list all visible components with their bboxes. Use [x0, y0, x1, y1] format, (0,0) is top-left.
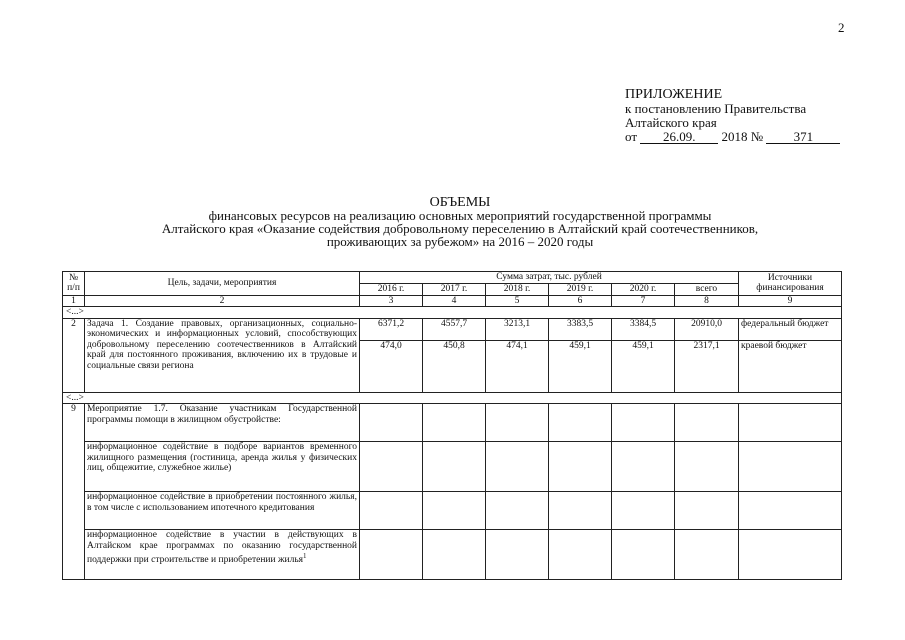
empty-cell — [549, 530, 612, 580]
financing-table — [62, 271, 842, 580]
empty-cell — [612, 530, 675, 580]
appendix-line-1: к постановлению Правительства — [625, 101, 807, 116]
column-number-row — [63, 295, 842, 307]
ellipsis-row — [63, 392, 842, 404]
header-sum: Сумма затрат, тыс. рублей — [360, 272, 739, 284]
empty-cell — [675, 404, 739, 442]
empty-cell — [423, 442, 486, 492]
value-cell: 3213,1 — [486, 318, 549, 340]
empty-cell — [612, 442, 675, 492]
appendix-line-2: Алтайского края — [625, 115, 717, 130]
empty-cell — [675, 530, 739, 580]
ellipsis-text: <...> — [63, 307, 842, 319]
empty-cell — [486, 492, 549, 530]
footnote-mark: 1 — [303, 552, 307, 560]
column-number: 6 — [549, 295, 612, 307]
page-number: 2 — [838, 20, 845, 35]
appendix-from-label: от — [625, 129, 638, 144]
column-number: 7 — [612, 295, 675, 307]
heading-title: ОБЪЕМЫ — [429, 195, 491, 210]
empty-cell — [486, 404, 549, 442]
value-cell: 459,1 — [612, 340, 675, 392]
column-number: 8 — [675, 295, 739, 307]
value-cell: 474,1 — [486, 340, 549, 392]
empty-cell — [549, 442, 612, 492]
header-year: 2019 г. — [549, 284, 612, 296]
value-cell: 450,8 — [423, 340, 486, 392]
measure-row — [63, 404, 842, 442]
value-cell: 3384,5 — [612, 318, 675, 340]
empty-cell — [423, 530, 486, 580]
measure-num: 9 — [63, 404, 85, 580]
empty-cell — [739, 492, 842, 530]
heading-line-1: финансовых ресурсов на реализацию основных мероприятий государственной программы — [208, 208, 712, 223]
empty-cell — [360, 404, 423, 442]
task-num: 2 — [63, 318, 85, 392]
value-cell: 474,0 — [360, 340, 423, 392]
appendix-year: 2018 № — [721, 129, 764, 144]
value-cell-total: 2317,1 — [675, 340, 739, 392]
header-total: всего — [675, 284, 739, 296]
header-year: 2020 г. — [612, 284, 675, 296]
column-number: 4 — [423, 295, 486, 307]
measure-text: Мероприятие 1.7. Оказание участникам Государственной программы помощи в жилищном обустройстве: — [85, 404, 360, 442]
value-cell-total: 20910,0 — [675, 318, 739, 340]
ellipsis-row — [63, 307, 842, 319]
empty-cell — [739, 530, 842, 580]
empty-cell — [360, 530, 423, 580]
column-number: 1 — [63, 295, 85, 307]
empty-cell — [612, 404, 675, 442]
column-number: 3 — [360, 295, 423, 307]
source-cell: краевой бюджет — [739, 340, 842, 392]
header-row-top — [63, 272, 842, 284]
appendix-block — [625, 88, 840, 144]
measure-item: информационное содействие в подборе вариантов временного жилищного размещения (гостиница, аренда жилья у физических лиц, общежитие, служебное жилье) — [85, 442, 360, 492]
header-goal: Цель, задачи, мероприятия — [85, 272, 360, 296]
empty-cell — [739, 442, 842, 492]
column-number: 5 — [486, 295, 549, 307]
empty-cell — [360, 442, 423, 492]
appendix-title: ПРИЛОЖЕНИЕ — [625, 87, 723, 102]
value-cell: 459,1 — [549, 340, 612, 392]
measure-item: информационное содействие в приобретении постоянного жилья, в том числе с использованием ипотечного кредитования — [85, 492, 360, 530]
value-cell: 6371,2 — [360, 318, 423, 340]
document-heading — [60, 196, 860, 248]
measure-item-row — [63, 530, 842, 580]
empty-cell — [549, 404, 612, 442]
task-text: Задача 1. Создание правовых, организационных, социально-экономических и информационных условий, способствующих добровольному переселению соотечественников в Алтайский край для постоянного проживания, включению их в трудовые и социальные связи региона — [85, 318, 360, 392]
empty-cell — [675, 442, 739, 492]
empty-cell — [360, 492, 423, 530]
measure-item-last — [85, 530, 360, 580]
source-cell: федеральный бюджет — [739, 318, 842, 340]
measure-item-row — [63, 492, 842, 530]
empty-cell — [423, 404, 486, 442]
value-cell: 4557,7 — [423, 318, 486, 340]
empty-cell — [486, 530, 549, 580]
empty-cell — [486, 442, 549, 492]
measure-item-text: информационное содействие в участии в действующих в Алтайском крае программах по оказанию государственной поддержки при строительстве и приобретении жилья — [87, 530, 357, 566]
appendix-date-line — [625, 130, 840, 144]
column-number: 9 — [739, 295, 842, 307]
heading-line-2: Алтайского края «Оказание содействия добровольному переселению в Алтайский край соотечественников, — [161, 221, 759, 236]
column-number: 2 — [85, 295, 360, 307]
appendix-date: 26.09. — [640, 131, 718, 144]
measure-item-row — [63, 442, 842, 492]
header-year: 2016 г. — [360, 284, 423, 296]
header-year: 2018 г. — [486, 284, 549, 296]
appendix-number: 371 — [766, 131, 840, 144]
empty-cell — [423, 492, 486, 530]
heading-line-3: проживающих за рубежом» на 2016 – 2020 годы — [326, 234, 594, 249]
empty-cell — [739, 404, 842, 442]
value-cell: 3383,5 — [549, 318, 612, 340]
header-sources: Источники финансирования — [739, 272, 842, 296]
empty-cell — [675, 492, 739, 530]
header-num: № п/п — [63, 272, 85, 296]
header-year: 2017 г. — [423, 284, 486, 296]
empty-cell — [612, 492, 675, 530]
task-row-federal — [63, 318, 842, 340]
empty-cell — [549, 492, 612, 530]
ellipsis-text: <...> — [63, 392, 842, 404]
